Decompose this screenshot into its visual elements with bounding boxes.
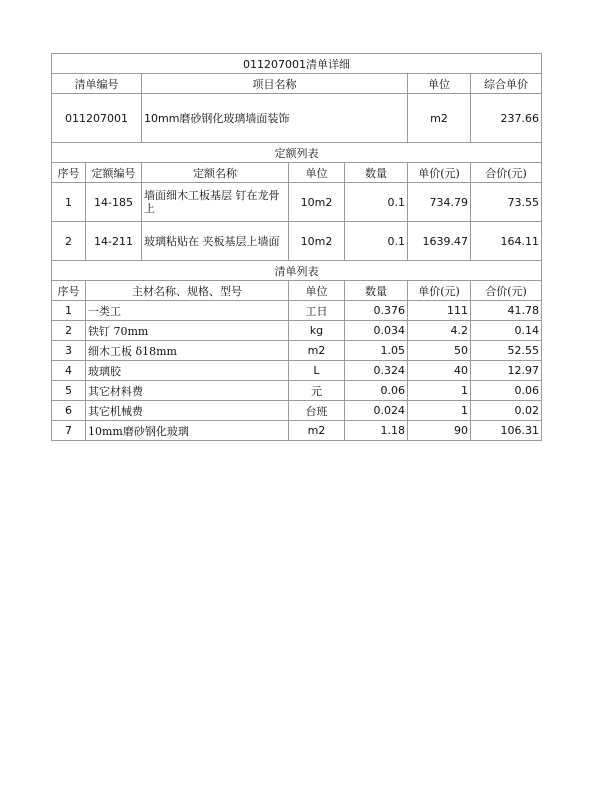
quota-unit-price: 1639.47 bbox=[408, 222, 471, 261]
material-qty: 0.324 bbox=[345, 361, 408, 381]
material-seq: 4 bbox=[52, 361, 86, 381]
material-unit-price: 1 bbox=[408, 381, 471, 401]
material-unit-header: 单位 bbox=[289, 281, 345, 301]
quota-code: 14-211 bbox=[86, 222, 142, 261]
price-header: 综合单价 bbox=[471, 74, 542, 94]
material-total: 0.06 bbox=[471, 381, 542, 401]
material-total: 41.78 bbox=[471, 301, 542, 321]
material-unit: 元 bbox=[289, 381, 345, 401]
quota-row bbox=[52, 183, 542, 222]
quota-name: 玻璃粘贴在 夹板基层上墙面 bbox=[142, 222, 289, 261]
quota-total: 164.11 bbox=[471, 222, 542, 261]
material-name: 其它材料费 bbox=[86, 381, 289, 401]
material-qty: 0.06 bbox=[345, 381, 408, 401]
material-unit-price: 4.2 bbox=[408, 321, 471, 341]
item-code: 011207001 bbox=[52, 94, 142, 143]
quota-header-row bbox=[52, 163, 542, 183]
material-seq-header: 序号 bbox=[52, 281, 86, 301]
item-name: 10mm磨砂钢化玻璃墙面装饰 bbox=[142, 94, 408, 143]
material-seq: 1 bbox=[52, 301, 86, 321]
material-row bbox=[52, 401, 542, 421]
quota-name-header: 定额名称 bbox=[142, 163, 289, 183]
material-name: 10mm磨砂钢化玻璃 bbox=[86, 421, 289, 441]
material-unit: kg bbox=[289, 321, 345, 341]
material-qty: 1.18 bbox=[345, 421, 408, 441]
quota-total: 73.55 bbox=[471, 183, 542, 222]
quota-qty: 0.1 bbox=[345, 222, 408, 261]
material-unit: L bbox=[289, 361, 345, 381]
item-unit: m2 bbox=[408, 94, 471, 143]
material-total-header: 合价(元) bbox=[471, 281, 542, 301]
quota-total-header: 合价(元) bbox=[471, 163, 542, 183]
quota-unit-price: 734.79 bbox=[408, 183, 471, 222]
material-unit: m2 bbox=[289, 341, 345, 361]
quota-code-header: 定额编号 bbox=[86, 163, 142, 183]
material-row bbox=[52, 341, 542, 361]
material-name-header: 主材名称、规格、型号 bbox=[86, 281, 289, 301]
bill-detail-table bbox=[51, 53, 542, 441]
material-seq: 7 bbox=[52, 421, 86, 441]
material-unit-price: 40 bbox=[408, 361, 471, 381]
code-header: 清单编号 bbox=[52, 74, 142, 94]
quota-unit: 10m2 bbox=[289, 222, 345, 261]
material-row bbox=[52, 421, 542, 441]
material-row bbox=[52, 381, 542, 401]
material-name: 细木工板 δ18mm bbox=[86, 341, 289, 361]
material-total: 0.02 bbox=[471, 401, 542, 421]
quota-code: 14-185 bbox=[86, 183, 142, 222]
quota-unit-header: 单位 bbox=[289, 163, 345, 183]
quota-seq: 1 bbox=[52, 183, 86, 222]
material-unit: 工日 bbox=[289, 301, 345, 321]
quota-qty-header: 数量 bbox=[345, 163, 408, 183]
material-row bbox=[52, 301, 542, 321]
material-name: 其它机械费 bbox=[86, 401, 289, 421]
item-row bbox=[52, 94, 542, 143]
quota-seq-header: 序号 bbox=[52, 163, 86, 183]
item-price: 237.66 bbox=[471, 94, 542, 143]
material-seq: 5 bbox=[52, 381, 86, 401]
material-unit: m2 bbox=[289, 421, 345, 441]
quota-unit: 10m2 bbox=[289, 183, 345, 222]
material-row bbox=[52, 361, 542, 381]
material-total: 52.55 bbox=[471, 341, 542, 361]
material-qty: 1.05 bbox=[345, 341, 408, 361]
quota-section-row bbox=[52, 143, 542, 163]
name-header: 项目名称 bbox=[142, 74, 408, 94]
material-row bbox=[52, 321, 542, 341]
material-name: 玻璃胶 bbox=[86, 361, 289, 381]
material-seq: 3 bbox=[52, 341, 86, 361]
material-name: 一类工 bbox=[86, 301, 289, 321]
materials-section-row bbox=[52, 261, 542, 281]
material-qty-header: 数量 bbox=[345, 281, 408, 301]
materials-header-row bbox=[52, 281, 542, 301]
material-unit-price: 111 bbox=[408, 301, 471, 321]
quota-qty: 0.1 bbox=[345, 183, 408, 222]
material-seq: 2 bbox=[52, 321, 86, 341]
material-seq: 6 bbox=[52, 401, 86, 421]
material-qty: 0.034 bbox=[345, 321, 408, 341]
material-unit-price: 90 bbox=[408, 421, 471, 441]
material-unit-price: 50 bbox=[408, 341, 471, 361]
quota-unit-price-header: 单价(元) bbox=[408, 163, 471, 183]
material-total: 106.31 bbox=[471, 421, 542, 441]
material-name: 铁钉 70mm bbox=[86, 321, 289, 341]
title-row bbox=[52, 54, 542, 74]
quota-section-title: 定额列表 bbox=[52, 143, 542, 163]
header-row bbox=[52, 74, 542, 94]
material-qty: 0.024 bbox=[345, 401, 408, 421]
page-title: 011207001清单详细 bbox=[52, 54, 542, 74]
material-total: 12.97 bbox=[471, 361, 542, 381]
material-unit: 台班 bbox=[289, 401, 345, 421]
quota-seq: 2 bbox=[52, 222, 86, 261]
materials-section-title: 清单列表 bbox=[52, 261, 542, 281]
material-unit-price-header: 单价(元) bbox=[408, 281, 471, 301]
material-qty: 0.376 bbox=[345, 301, 408, 321]
quota-name: 墙面细木工板基层 钉在龙骨上 bbox=[142, 183, 289, 222]
unit-header: 单位 bbox=[408, 74, 471, 94]
material-unit-price: 1 bbox=[408, 401, 471, 421]
quota-row bbox=[52, 222, 542, 261]
material-total: 0.14 bbox=[471, 321, 542, 341]
